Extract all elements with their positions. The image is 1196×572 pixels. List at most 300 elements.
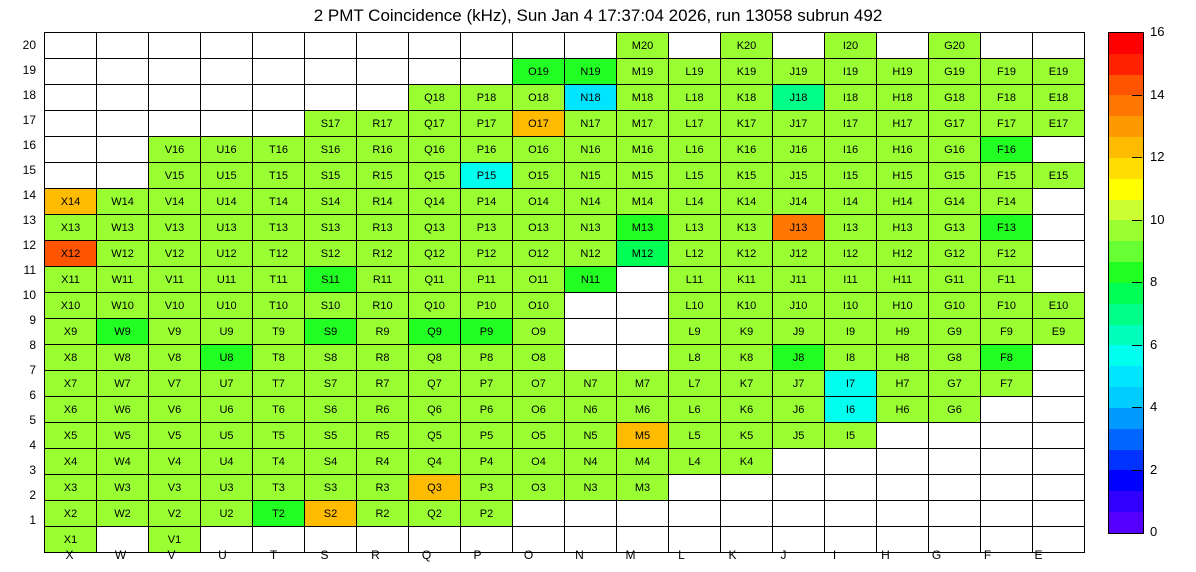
heatmap-cell: H8 [877, 345, 929, 371]
heatmap-cell: X14 [45, 189, 97, 215]
heatmap-row [45, 423, 1085, 449]
heatmap-cell: F7 [981, 371, 1033, 397]
heatmap-cell: W6 [97, 397, 149, 423]
heatmap-cell: S14 [305, 189, 357, 215]
colorbar-tick-label: 14 [1150, 86, 1165, 102]
heatmap-cell: S12 [305, 241, 357, 267]
heatmap-cell: H16 [877, 137, 929, 163]
heatmap-cell: F18 [981, 85, 1033, 111]
y-axis-tick-label: 10 [22, 288, 36, 302]
heatmap-cell: F12 [981, 241, 1033, 267]
heatmap-cell: T13 [253, 215, 305, 241]
heatmap-cell: X4 [45, 449, 97, 475]
heatmap-cell: N12 [565, 241, 617, 267]
heatmap-cell: G17 [929, 111, 981, 137]
heatmap-cell: W12 [97, 241, 149, 267]
heatmap-cell: J6 [773, 397, 825, 423]
heatmap-cell: S5 [305, 423, 357, 449]
heatmap-cell [1033, 371, 1085, 397]
heatmap-cell: X10 [45, 293, 97, 319]
y-axis-tick-label: 12 [22, 238, 36, 252]
y-axis-tick-label: 8 [29, 338, 36, 352]
heatmap-cell: J17 [773, 111, 825, 137]
heatmap-cell: H19 [877, 59, 929, 85]
heatmap-cell: N6 [565, 397, 617, 423]
heatmap-cell [773, 501, 825, 527]
x-axis-tick-label: T [269, 548, 278, 562]
heatmap-cell [149, 85, 201, 111]
y-axis-tick-label: 16 [22, 138, 36, 152]
heatmap-cell: I8 [825, 345, 877, 371]
heatmap-cell [877, 33, 929, 59]
x-axis-tick-label: J [780, 548, 787, 562]
heatmap-cell: P8 [461, 345, 513, 371]
heatmap-cell: M14 [617, 189, 669, 215]
heatmap-cell: G18 [929, 85, 981, 111]
heatmap-cell: J16 [773, 137, 825, 163]
heatmap-cell: O19 [513, 59, 565, 85]
heatmap-cell: T16 [253, 137, 305, 163]
heatmap-cell: M16 [617, 137, 669, 163]
heatmap-cell: W10 [97, 293, 149, 319]
heatmap-cell: U10 [201, 293, 253, 319]
heatmap-cell: Q18 [409, 85, 461, 111]
heatmap-cell: L14 [669, 189, 721, 215]
heatmap-cell [45, 59, 97, 85]
heatmap-cell: R9 [357, 319, 409, 345]
heatmap-cell [617, 319, 669, 345]
heatmap-cell: K10 [721, 293, 773, 319]
heatmap-cell: H18 [877, 85, 929, 111]
heatmap-cell [565, 345, 617, 371]
colorbar-segment [1109, 262, 1143, 283]
heatmap-cell [45, 111, 97, 137]
colorbar-segment [1109, 512, 1143, 533]
heatmap-cell [877, 475, 929, 501]
heatmap-cell: J15 [773, 163, 825, 189]
heatmap-cell: K14 [721, 189, 773, 215]
heatmap-cell: H6 [877, 397, 929, 423]
heatmap-cell [669, 33, 721, 59]
heatmap-cell: J5 [773, 423, 825, 449]
heatmap-cell: I20 [825, 33, 877, 59]
heatmap-cell: U12 [201, 241, 253, 267]
heatmap-cell [357, 33, 409, 59]
x-axis-tick-label: E [1034, 548, 1043, 562]
heatmap-cell: I15 [825, 163, 877, 189]
heatmap-cell: O11 [513, 267, 565, 293]
heatmap-cell [1033, 397, 1085, 423]
colorbar-segment [1109, 75, 1143, 96]
heatmap-cell: T4 [253, 449, 305, 475]
heatmap-cell [201, 33, 253, 59]
colorbar-segment [1109, 116, 1143, 137]
heatmap-cell: J13 [773, 215, 825, 241]
heatmap-cell: X8 [45, 345, 97, 371]
heatmap-cell: I12 [825, 241, 877, 267]
heatmap-cell [1033, 345, 1085, 371]
heatmap-cell: G10 [929, 293, 981, 319]
y-axis-tick-label: 13 [22, 213, 36, 227]
heatmap-cell: J9 [773, 319, 825, 345]
heatmap-cell: N19 [565, 59, 617, 85]
heatmap-cell: T11 [253, 267, 305, 293]
heatmap-cell: V9 [149, 319, 201, 345]
heatmap-cell [721, 501, 773, 527]
heatmap-cell: R12 [357, 241, 409, 267]
heatmap-cell: K19 [721, 59, 773, 85]
heatmap-cell: H11 [877, 267, 929, 293]
heatmap-row [45, 501, 1085, 527]
heatmap-cell: Q2 [409, 501, 461, 527]
colorbar [1108, 32, 1144, 534]
heatmap-cell: L16 [669, 137, 721, 163]
heatmap-cell [773, 449, 825, 475]
heatmap-cell: M18 [617, 85, 669, 111]
heatmap-row [45, 85, 1085, 111]
heatmap-row [45, 241, 1085, 267]
heatmap-cell: V4 [149, 449, 201, 475]
heatmap-cell: R6 [357, 397, 409, 423]
heatmap-cell: V3 [149, 475, 201, 501]
colorbar-segment [1109, 200, 1143, 221]
heatmap-cell: R2 [357, 501, 409, 527]
heatmap-cell [1033, 267, 1085, 293]
x-axis-tick-label: Q [421, 548, 432, 562]
heatmap-cell: K20 [721, 33, 773, 59]
heatmap-cell: U3 [201, 475, 253, 501]
heatmap-cell [617, 293, 669, 319]
y-axis-tick-label: 15 [22, 163, 36, 177]
heatmap-cell: P11 [461, 267, 513, 293]
heatmap-cell: P13 [461, 215, 513, 241]
heatmap-cell [981, 475, 1033, 501]
heatmap-cell: F8 [981, 345, 1033, 371]
heatmap-cell: O9 [513, 319, 565, 345]
heatmap-cell: Q8 [409, 345, 461, 371]
heatmap-cell [1033, 33, 1085, 59]
heatmap-cell [1033, 215, 1085, 241]
heatmap-cell: W5 [97, 423, 149, 449]
heatmap-cell [97, 85, 149, 111]
heatmap-cell [97, 33, 149, 59]
heatmap-cell [877, 423, 929, 449]
heatmap-cell: R8 [357, 345, 409, 371]
heatmap-cell: O15 [513, 163, 565, 189]
heatmap-cell: U5 [201, 423, 253, 449]
heatmap-cell: Q11 [409, 267, 461, 293]
heatmap-cell: N3 [565, 475, 617, 501]
x-axis-tick-label: R [371, 548, 380, 562]
x-axis-tick-label: N [575, 548, 584, 562]
colorbar-tick-mark [1132, 470, 1142, 471]
x-axis-tick-label: M [625, 548, 636, 562]
colorbar-tick-label: 6 [1150, 336, 1158, 352]
heatmap-cell [97, 111, 149, 137]
heatmap-cell [253, 33, 305, 59]
colorbar-tick-mark [1132, 407, 1142, 408]
heatmap-cell: K15 [721, 163, 773, 189]
heatmap-cell: H7 [877, 371, 929, 397]
heatmap-cell: O7 [513, 371, 565, 397]
heatmap-cell: Q13 [409, 215, 461, 241]
heatmap-cell: X3 [45, 475, 97, 501]
heatmap-cell: M13 [617, 215, 669, 241]
colorbar-tick-label: 12 [1150, 149, 1165, 164]
heatmap-row [45, 215, 1085, 241]
heatmap-cell: M5 [617, 423, 669, 449]
heatmap-cell: K17 [721, 111, 773, 137]
heatmap-cell: H9 [877, 319, 929, 345]
heatmap-cell: G20 [929, 33, 981, 59]
heatmap-cell [201, 85, 253, 111]
page-title: 2 PMT Coincidence (kHz), Sun Jan 4 17:37:04 2026, run 13058 subrun 492 [313, 6, 883, 25]
heatmap-cell: S11 [305, 267, 357, 293]
heatmap-cell: O13 [513, 215, 565, 241]
heatmap-cell: X5 [45, 423, 97, 449]
x-axis-tick-label: S [320, 548, 329, 562]
heatmap-cell: W7 [97, 371, 149, 397]
heatmap-cell: U15 [201, 163, 253, 189]
heatmap-cell: P12 [461, 241, 513, 267]
heatmap-cell: T5 [253, 423, 305, 449]
heatmap-cell: G12 [929, 241, 981, 267]
y-axis-tick-label: 20 [22, 38, 36, 52]
heatmap-cell [45, 85, 97, 111]
heatmap-cell: T12 [253, 241, 305, 267]
heatmap-cell: S15 [305, 163, 357, 189]
heatmap-cell [149, 33, 201, 59]
heatmap-cell: R4 [357, 449, 409, 475]
heatmap-cell: E15 [1033, 163, 1085, 189]
heatmap-cell: V1 [149, 527, 201, 553]
heatmap-cell [97, 137, 149, 163]
heatmap-row [45, 163, 1085, 189]
heatmap-cell: N17 [565, 111, 617, 137]
heatmap-cell: P17 [461, 111, 513, 137]
colorbar-segment [1109, 470, 1143, 491]
heatmap-cell [149, 111, 201, 137]
heatmap-cell: P18 [461, 85, 513, 111]
heatmap-cell: R16 [357, 137, 409, 163]
heatmap-cell: I17 [825, 111, 877, 137]
heatmap-cell: T2 [253, 501, 305, 527]
heatmap-cell [981, 33, 1033, 59]
heatmap-cell: R3 [357, 475, 409, 501]
heatmap-cell [721, 475, 773, 501]
heatmap-cell [877, 449, 929, 475]
heatmap-cell: P14 [461, 189, 513, 215]
heatmap-cell: L15 [669, 163, 721, 189]
heatmap-cell: S17 [305, 111, 357, 137]
colorbar-tick-label: 2 [1150, 461, 1158, 477]
heatmap-cell: X7 [45, 371, 97, 397]
colorbar-tick-label: 16 [1150, 24, 1165, 39]
heatmap-cell: V5 [149, 423, 201, 449]
heatmap-cell: V10 [149, 293, 201, 319]
heatmap-cell: F19 [981, 59, 1033, 85]
colorbar-tick-label: 0 [1150, 524, 1158, 539]
heatmap-cell [929, 449, 981, 475]
heatmap-cell: G11 [929, 267, 981, 293]
heatmap-cell: I18 [825, 85, 877, 111]
heatmap-cell: J19 [773, 59, 825, 85]
heatmap-cell: K7 [721, 371, 773, 397]
heatmap-row [45, 319, 1085, 345]
heatmap-cell: G13 [929, 215, 981, 241]
heatmap-cell: X1 [45, 527, 97, 553]
heatmap-cell: E18 [1033, 85, 1085, 111]
heatmap-cell [773, 475, 825, 501]
heatmap-cell: O14 [513, 189, 565, 215]
colorbar-segment [1109, 387, 1143, 408]
heatmap-cell: L13 [669, 215, 721, 241]
heatmap-cell: G9 [929, 319, 981, 345]
y-axis-tick-label: 1 [29, 513, 36, 527]
heatmap-cell [1033, 241, 1085, 267]
colorbar-segment [1109, 408, 1143, 429]
heatmap-row [45, 189, 1085, 215]
heatmap-cell [981, 501, 1033, 527]
heatmap-cell: W2 [97, 501, 149, 527]
heatmap-cell: T10 [253, 293, 305, 319]
heatmap-cell: R13 [357, 215, 409, 241]
heatmap-cell [669, 501, 721, 527]
x-axis-tick-label: V [167, 548, 176, 562]
x-axis-tick-label: G [931, 548, 942, 562]
heatmap-cell: I5 [825, 423, 877, 449]
heatmap-cell: P4 [461, 449, 513, 475]
heatmap-cell [513, 33, 565, 59]
heatmap-cell: J12 [773, 241, 825, 267]
heatmap-cell: U16 [201, 137, 253, 163]
heatmap-cell [409, 33, 461, 59]
colorbar-segment [1109, 429, 1143, 450]
colorbar-tick-mark [1132, 157, 1142, 158]
colorbar-segment [1109, 33, 1143, 54]
heatmap-cell [981, 449, 1033, 475]
heatmap-cell: I10 [825, 293, 877, 319]
heatmap-cell: F17 [981, 111, 1033, 137]
heatmap-cell: W9 [97, 319, 149, 345]
y-axis-tick-label: 9 [29, 313, 36, 327]
y-axis-tick-label: 2 [29, 488, 36, 502]
heatmap-cell: W8 [97, 345, 149, 371]
heatmap-cell: T6 [253, 397, 305, 423]
heatmap-cell [253, 85, 305, 111]
colorbar-segment [1109, 450, 1143, 471]
colorbar-segment [1109, 54, 1143, 75]
heatmap-cell: I14 [825, 189, 877, 215]
heatmap-cell: V2 [149, 501, 201, 527]
heatmap-cell [97, 59, 149, 85]
heatmap-cell: E17 [1033, 111, 1085, 137]
heatmap-cell: N5 [565, 423, 617, 449]
heatmap-cell: F9 [981, 319, 1033, 345]
heatmap-row [45, 475, 1085, 501]
heatmap-cell: R10 [357, 293, 409, 319]
heatmap-cell: R7 [357, 371, 409, 397]
heatmap-cell: L4 [669, 449, 721, 475]
heatmap-cell [825, 449, 877, 475]
heatmap-cell [617, 345, 669, 371]
colorbar-segment [1109, 95, 1143, 116]
heatmap-cell [45, 137, 97, 163]
heatmap-cell [201, 111, 253, 137]
heatmap-cell: Q12 [409, 241, 461, 267]
heatmap-cell: Q5 [409, 423, 461, 449]
heatmap-cell [981, 423, 1033, 449]
heatmap-cell: H17 [877, 111, 929, 137]
heatmap-cell: J18 [773, 85, 825, 111]
heatmap-cell: F16 [981, 137, 1033, 163]
heatmap-cell: T14 [253, 189, 305, 215]
colorbar-tick-label: 10 [1150, 211, 1165, 227]
heatmap-cell: E19 [1033, 59, 1085, 85]
heatmap-cell: K9 [721, 319, 773, 345]
heatmap-cell: E9 [1033, 319, 1085, 345]
heatmap-cell [253, 111, 305, 137]
heatmap-cell: U7 [201, 371, 253, 397]
heatmap-cell [981, 397, 1033, 423]
x-axis-tick-label: P [473, 548, 482, 562]
heatmap-cell: L7 [669, 371, 721, 397]
heatmap-cell: G19 [929, 59, 981, 85]
y-axis-tick-label: 11 [23, 263, 36, 277]
heatmap-row [45, 345, 1085, 371]
heatmap-row [45, 397, 1085, 423]
heatmap-cell: O3 [513, 475, 565, 501]
heatmap-cell: F10 [981, 293, 1033, 319]
heatmap-cell [201, 59, 253, 85]
heatmap-cell: Q10 [409, 293, 461, 319]
heatmap-cell [825, 475, 877, 501]
heatmap-cell: K4 [721, 449, 773, 475]
colorbar-segment [1109, 325, 1143, 346]
heatmap-cell: M15 [617, 163, 669, 189]
heatmap-cell: X2 [45, 501, 97, 527]
heatmap-cell: K12 [721, 241, 773, 267]
x-axis-tick-label: O [523, 548, 534, 562]
heatmap-cell: H15 [877, 163, 929, 189]
heatmap-cell: P6 [461, 397, 513, 423]
heatmap-cell [513, 501, 565, 527]
heatmap-cell: V8 [149, 345, 201, 371]
heatmap-cell [1033, 449, 1085, 475]
heatmap-cell: L8 [669, 345, 721, 371]
heatmap-cell: P9 [461, 319, 513, 345]
heatmap-cell: X12 [45, 241, 97, 267]
heatmap-cell [825, 501, 877, 527]
heatmap-cell: G8 [929, 345, 981, 371]
heatmap-cell: N11 [565, 267, 617, 293]
heatmap-cell: K11 [721, 267, 773, 293]
heatmap-cell: M20 [617, 33, 669, 59]
heatmap-cell: S13 [305, 215, 357, 241]
heatmap-cell: Q15 [409, 163, 461, 189]
heatmap-cell [773, 33, 825, 59]
heatmap-cell: J11 [773, 267, 825, 293]
heatmap-cell: K16 [721, 137, 773, 163]
heatmap-cell: M6 [617, 397, 669, 423]
heatmap-row [45, 111, 1085, 137]
heatmap-row [45, 449, 1085, 475]
heatmap-cell: G6 [929, 397, 981, 423]
heatmap-cell: M19 [617, 59, 669, 85]
heatmap-cell: N15 [565, 163, 617, 189]
heatmap-cell: O10 [513, 293, 565, 319]
heatmap-cell: G7 [929, 371, 981, 397]
